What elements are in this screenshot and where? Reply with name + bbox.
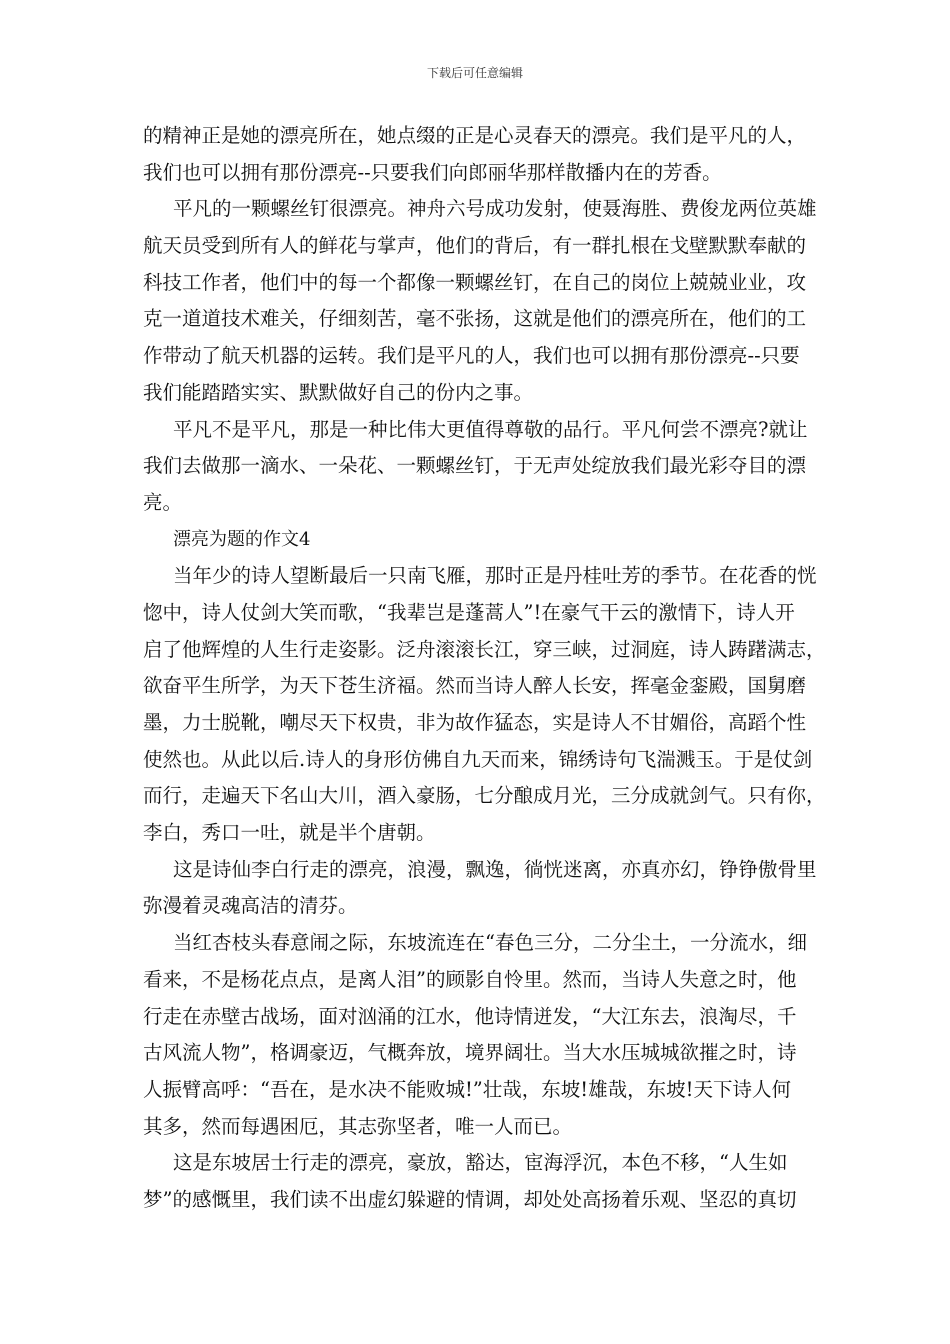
text-line: 看来，不是杨花点点，是离人泪”的顾影自怜里。然而，当诗人失意之时，他 xyxy=(143,967,797,991)
text-line: 墨，力士脱靴，嘲尽天下权贵，非为故作猛态，实是诗人不甘媚俗，高蹈个性 xyxy=(143,711,807,734)
text-line: 这是诗仙李白行走的漂亮，浪漫，飘逸，徜恍迷离，亦真亦幻，铮铮傲骨里 xyxy=(173,857,817,881)
text-line: 人振臂高呼：“吾在，是水决不能败城!”壮哉，东坡!雄哉，东坡!天下诗人何 xyxy=(143,1077,791,1101)
text-line: 当年少的诗人望断最后一只南飞雁，那时正是丹桂吐芳的季节。在花香的恍 xyxy=(173,564,817,588)
text-line: 克一道道技术难关，仔细刻苦，毫不张扬，这就是他们的漂亮所在，他们的工 xyxy=(143,307,807,331)
text-line: 惚中，诗人仗剑大笑而歌，“我辈岂是蓬蒿人”!在豪气干云的激情下，诗人开 xyxy=(143,600,795,624)
text-line: 当红杏枝头春意闹之际，东坡流连在“春色三分，二分尘土，一分流水，细 xyxy=(173,931,807,955)
page-header: 下载后可任意编辑 xyxy=(426,66,523,80)
text-line: 科技工作者，他们中的每一个都像一颗螺丝钉，在自己的岗位上兢兢业业，攻 xyxy=(143,270,807,294)
text-line: 欲奋平生所学，为天下苍生济福。然而当诗人醉人长安，挥毫金銮殿，国舅磨 xyxy=(143,674,807,698)
text-line: 我们也可以拥有那份漂亮--只要我们向郎丽华那样散播内在的芳香。 xyxy=(143,160,722,184)
text-line: 航天员受到所有人的鲜花与掌声，他们的背后，有一群扎根在戈壁默默奉献的 xyxy=(143,234,807,258)
text-line: 而行，走遍天下名山大川，酒入豪肠，七分酿成月光，三分成就剑气。只有你， xyxy=(143,784,826,808)
text-line: 其多，然而每遇困厄，其志弥坚者，唯一人而已。 xyxy=(143,1114,573,1138)
text-line: 作带动了航天机器的运转。我们是平凡的人，我们也可以拥有那份漂亮--只要 xyxy=(143,344,800,368)
text-line: 我们能踏踏实实、默默做好自己的份内之事。 xyxy=(143,380,534,404)
text-line: 的精神正是她的漂亮所在，她点缀的正是心灵春天的漂亮。我们是平凡的人， xyxy=(143,124,807,147)
document-body xyxy=(143,118,825,1219)
text-line: 亮。 xyxy=(143,490,183,514)
text-line: 李白，秀口一吐，就是半个唐朝。 xyxy=(143,821,436,845)
text-line: 平凡不是平凡，那是一种比伟大更值得尊敬的品行。平凡何尝不漂亮?就让 xyxy=(173,417,808,441)
text-line: 弥漫着灵魂高洁的清芬。 xyxy=(143,894,358,918)
text-line: 使然也。从此以后.诗人的身形仿佛自九天而来，锦绣诗句飞湍溅玉。于是仗剑 xyxy=(143,747,813,771)
text-line: 行走在赤壁古战场，面对汹涌的江水，他诗情迸发，“大江东去，浪淘尽，千 xyxy=(143,1004,797,1028)
text-line: 古风流人物”，格调豪迈，气概奔放，境界阔壮。当大水压城城欲摧之时，诗 xyxy=(143,1041,797,1065)
text-line: 平凡的一颗螺丝钉很漂亮。神舟六号成功发射，使聂海胜、费俊龙两位英雄 xyxy=(173,197,817,221)
text-line: 这是东坡居士行走的漂亮，豪放，豁达，宦海浮沉，本色不移，“人生如 xyxy=(173,1151,788,1175)
section-title: 漂亮为题的作文4 xyxy=(173,528,311,550)
text-line: 启了他辉煌的人生行走姿影。泛舟滚滚长江，穿三峡，过洞庭，诗人踌躇满志， xyxy=(143,637,826,661)
text-line: 我们去做那一滴水、一朵花、一颗螺丝钉，于无声处绽放我们最光彩夺目的漂 xyxy=(143,454,807,478)
text-line: 梦”的感慨里，我们读不出虚幻躲避的情调，却处处高扬着乐观、坚忍的真切 xyxy=(143,1187,797,1211)
